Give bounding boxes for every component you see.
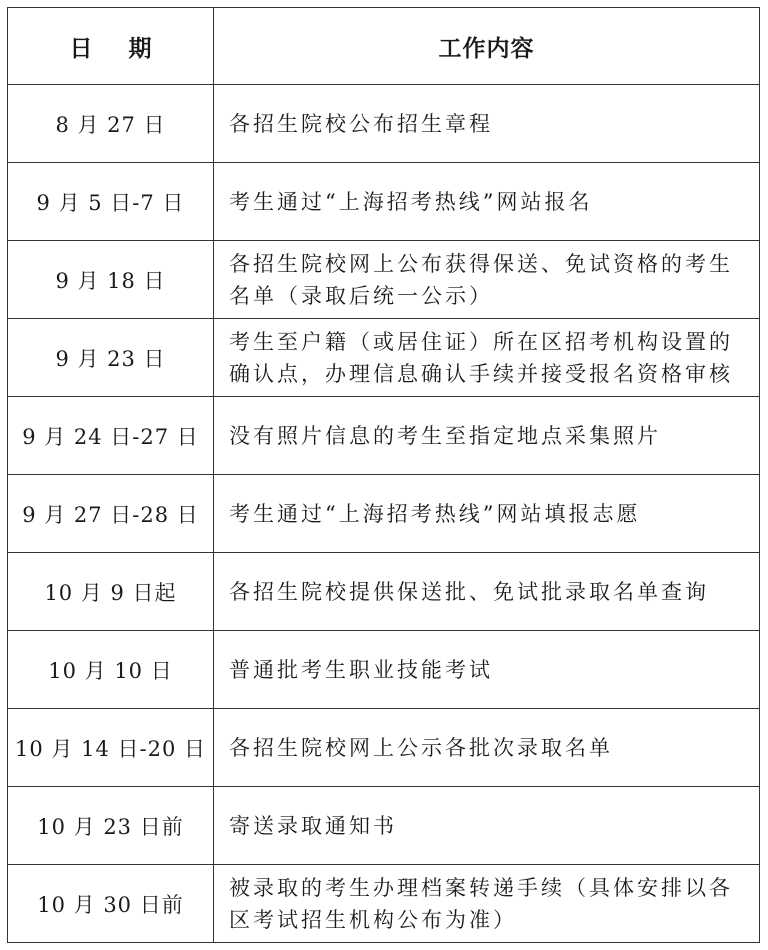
date-cell: 9 月 24 日-27 日 — [8, 397, 214, 475]
date-cell: 10 月 10 日 — [8, 631, 214, 709]
schedule-table — [7, 7, 760, 943]
table-row — [8, 397, 760, 475]
date-cell: 10 月 9 日起 — [8, 553, 214, 631]
table-row — [8, 475, 760, 553]
content-cell: 普通批考生职业技能考试 — [214, 631, 760, 709]
content-cell: 考生通过“上海招考热线”网站填报志愿 — [214, 475, 760, 553]
content-cell: 考生通过“上海招考热线”网站报名 — [214, 163, 760, 241]
date-cell: 10 月 14 日-20 日 — [8, 709, 214, 787]
table-row — [8, 631, 760, 709]
date-cell: 9 月 27 日-28 日 — [8, 475, 214, 553]
table-row — [8, 865, 760, 943]
table-row — [8, 85, 760, 163]
table-row — [8, 787, 760, 865]
header-content: 工作内容 — [214, 8, 760, 85]
header-date: 日 期 — [8, 8, 214, 85]
table-row — [8, 709, 760, 787]
date-cell: 9 月 18 日 — [8, 241, 214, 319]
date-cell: 10 月 30 日前 — [8, 865, 214, 943]
header-row — [8, 8, 760, 85]
content-cell: 寄送录取通知书 — [214, 787, 760, 865]
content-cell: 各招生院校提供保送批、免试批录取名单查询 — [214, 553, 760, 631]
content-cell: 没有照片信息的考生至指定地点采集照片 — [214, 397, 760, 475]
schedule-table-container — [7, 7, 759, 943]
table-row — [8, 553, 760, 631]
content-cell: 各招生院校网上公示各批次录取名单 — [214, 709, 760, 787]
date-cell: 9 月 5 日-7 日 — [8, 163, 214, 241]
table-row — [8, 163, 760, 241]
date-cell: 9 月 23 日 — [8, 319, 214, 397]
date-cell: 10 月 23 日前 — [8, 787, 214, 865]
content-cell: 各招生院校公布招生章程 — [214, 85, 760, 163]
table-row — [8, 319, 760, 397]
date-cell: 8 月 27 日 — [8, 85, 214, 163]
table-row — [8, 241, 760, 319]
content-cell: 考生至户籍（或居住证）所在区招考机构设置的确认点，办理信息确认手续并接受报名资格审核 — [214, 319, 760, 397]
content-cell: 各招生院校网上公布获得保送、免试资格的考生名单（录取后统一公示） — [214, 241, 760, 319]
content-cell: 被录取的考生办理档案转递手续（具体安排以各区考试招生机构公布为准） — [214, 865, 760, 943]
